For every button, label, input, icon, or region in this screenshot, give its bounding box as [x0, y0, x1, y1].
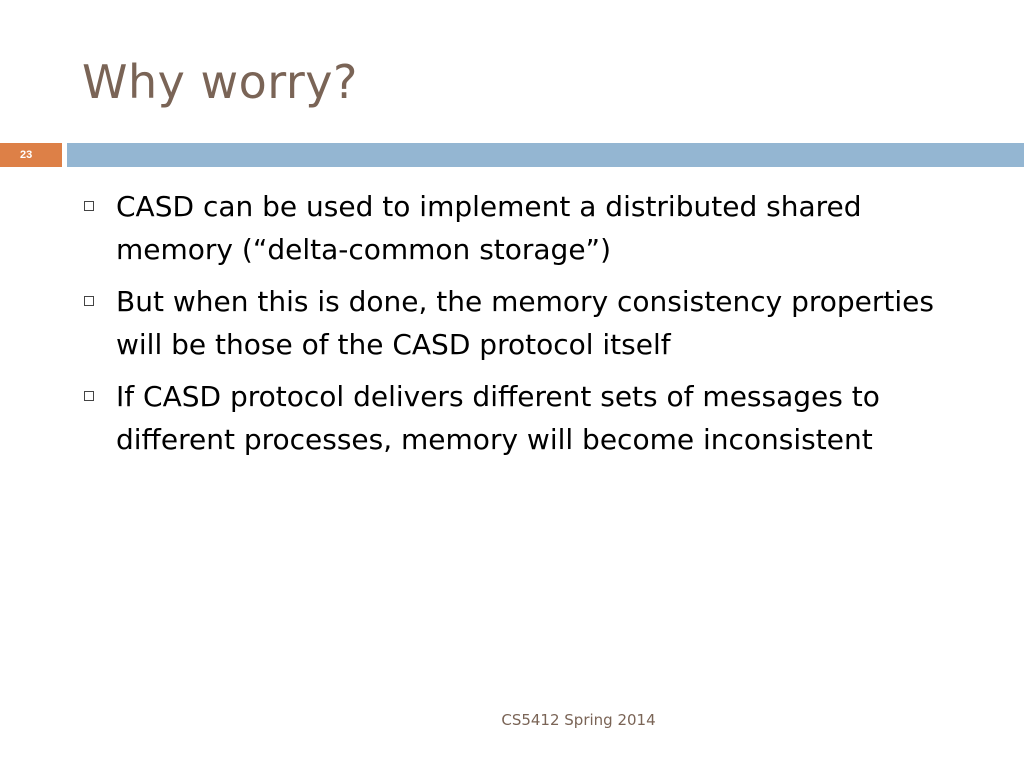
slide-number: 23: [20, 149, 33, 161]
bullet-text: CASD can be used to implement a distributed shared memory (“delta-common storage”): [116, 190, 862, 266]
title-divider-band: [67, 143, 1024, 167]
hollow-square-bullet-icon: [84, 391, 94, 401]
bullet-item: [82, 375, 982, 461]
slide-number-box: [0, 143, 62, 167]
hollow-square-bullet-icon: [84, 201, 94, 211]
slide-title: Why worry?: [82, 55, 358, 109]
bullet-item: [82, 280, 982, 366]
slide-footer: CS5412 Spring 2014: [501, 711, 656, 729]
bullet-text: If CASD protocol delivers different sets of messages to different processes, memory will become inconsistent: [116, 380, 880, 456]
bullet-list: [82, 185, 982, 470]
hollow-square-bullet-icon: [84, 296, 94, 306]
bullet-item: [82, 185, 982, 271]
bullet-text: But when this is done, the memory consistency properties will be those of the CASD protocol itself: [116, 285, 934, 361]
